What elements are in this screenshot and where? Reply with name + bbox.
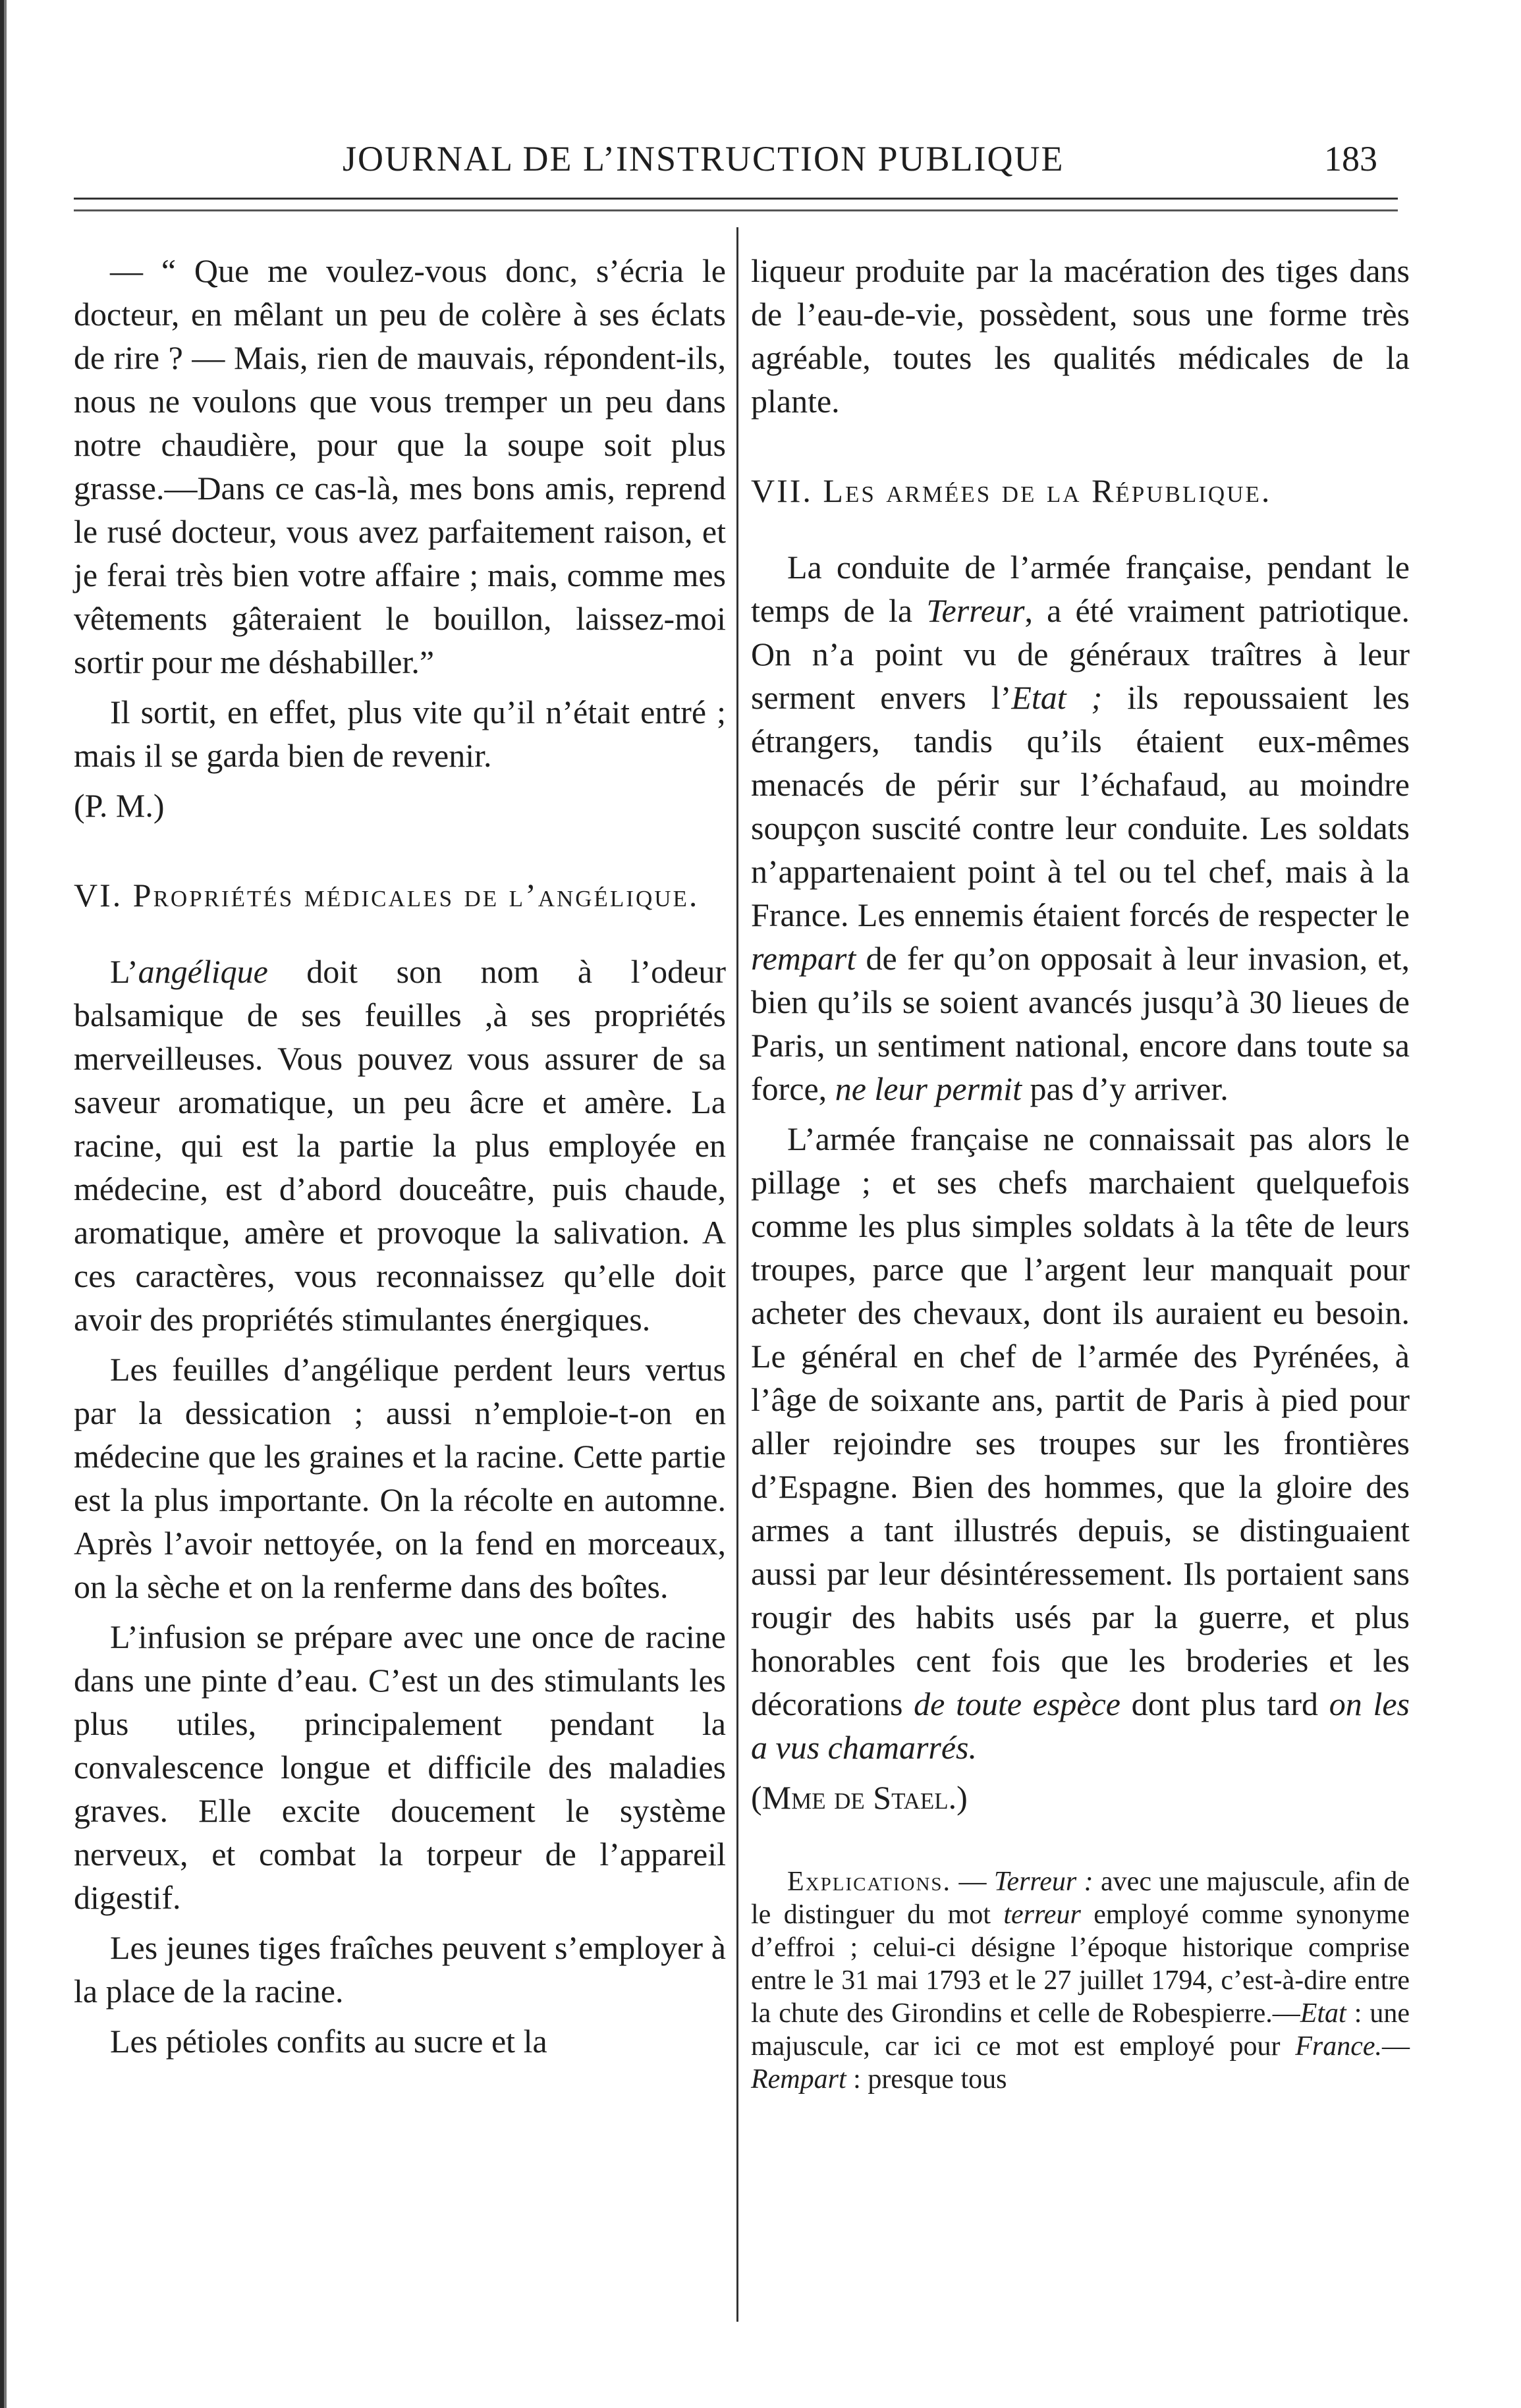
- section-7-paragraph-1: La conduite de l’armée française, pendant le temps de la Terreur, a été vraiment patriotique. On n’a point vu de généraux traîtres à leur serment envers l’Etat ; ils repoussaient les étrangers, tandis qu’ils étaient eux-mêmes menacés de périr sur l’échafaud, au moindre soupçon suscité contre leur conduite. Les soldats n’appartenaient point à tel ou tel chef, mais à la France. Les ennemis étaient forcés de respecter le rempart de fer qu’on opposait à leur invasion, et, bien qu’ils se soient avancés jusqu’à 30 lieues de Paris, un sentiment national, encore dans toute sa force, ne leur permit pas d’y arriver.: [751, 549, 1410, 1107]
- story-paragraph-2: Il sortit, en effet, plus vite qu’il n’était entré ; mais il se garda bien de revenir.: [74, 694, 726, 774]
- left-column: [74, 249, 726, 2069]
- section-6-paragraph-3: L’infusion se prépare avec une once de racine dans une pinte d’eau. C’est un des stimulants les plus utiles, principalement pendant la convalescence longue et difficile des maladies graves. Elle excite doucement le système nerveux, et combat la torpeur de l’appareil digestif.: [74, 1618, 726, 1916]
- section-6-continuation: liqueur produite par la macération des tiges dans de l’eau-de-vie, possèdent, sous une forme très agréable, toutes les qualités médicales de la plante.: [751, 252, 1410, 420]
- column-divider: [736, 227, 738, 2322]
- header-rule-top: [74, 198, 1398, 200]
- section-7-paragraph-2: L’armée française ne connaissait pas alors le pillage ; et ses chefs marchaient quelquefois comme les plus simples soldats à la tête de leurs troupes, parce que l’argent leur manquait pour acheter des chevaux, dont ils auraient eu besoin. Le général en chef de l’armée des Pyrénées, à l’âge de soixante ans, partit de Paris à pied pour aller rejoindre ses troupes sur les frontières d’Espagne. Bien des hommes, que la gloire des armes a tant illustrés depuis, se distinguaient aussi par leur désintéressement. Ils portaient sans rougir des habits usés par la guerre, et plus honorables cent fois que les broderies et les décorations de toute espèce dont plus tard on les a vus chamarrés.: [751, 1120, 1410, 1766]
- journal-title: JOURNAL DE L’INSTRUCTION PUBLIQUE: [343, 139, 1065, 178]
- section-6-paragraph-2: Les feuilles d’angélique perdent leurs vertus par la dessication ; aussi n’emploie-t-on en médecine que les graines et la racine. Cette partie est la plus importante. On la récolte en automne. Après l’avoir nettoyée, on la fend en morceaux, on la sèche et on la renferme dans des boîtes.: [74, 1351, 726, 1605]
- header-rule-bottom: [74, 209, 1398, 211]
- section-6-paragraph-5: Les pétioles confits au sucre et la: [110, 2023, 547, 2060]
- page-number: 183: [1324, 139, 1377, 178]
- story-paragraph-1: — “ Que me voulez-vous donc, s’écria le docteur, en mêlant un peu de colère à ses éclats de rire ? — Mais, rien de mauvais, répondent-ils, nous ne voulons que vous tremper un peu dans notre chaudière, pour que la soupe soit plus grasse.—Dans ce cas-là, mes bons amis, reprend le rusé docteur, vous avez parfaitement raison, et je ferai très bien votre affaire ; mais, comme mes vêtements gâteraient le bouillon, laissez-moi sortir pour me déshabiller.”: [74, 252, 726, 680]
- explanations-note: Explications. — Terreur : avec une majuscule, afin de le distinguer du mot terreur employé comme synonyme d’effroi ; celui-ci désigne l’époque historique comprise entre le 31 mai 1793 et le 27 juillet 1794, c’est-à-dire entre la chute des Girondins et celle de Robespierre.—Etat : une majuscule, car ici ce mot est employé pour France.—Rempart : presque tous: [751, 1867, 1410, 2094]
- section-7-heading: VII. Les armées de la République.: [751, 472, 1272, 509]
- story-signature: (P. M.): [74, 787, 165, 824]
- section-6-heading: VI. Propriétés médicales de l’angélique.: [74, 877, 700, 914]
- section-7-signature: (Mme de Stael.): [751, 1779, 968, 1816]
- section-6-paragraph-4: Les jeunes tiges fraîches peuvent s’employer à la place de la racine.: [74, 1929, 726, 2010]
- section-6-paragraph-1: L’angélique doit son nom à l’odeur balsamique de ses feuilles ,à ses propriétés merveilleuses. Vous pouvez vous assurer de sa saveur aromatique, un peu âcre et amère. La racine, qui est la partie la plus employée en médecine, est d’abord douceâtre, puis chaude, aromatique, amère et provoque la salivation. A ces caractères, vous reconnaissez qu’elle doit avoir des propriétés stimulantes énergiques.: [74, 953, 726, 1338]
- right-column: [751, 249, 1410, 2102]
- book-binding-edge: [0, 0, 9, 2408]
